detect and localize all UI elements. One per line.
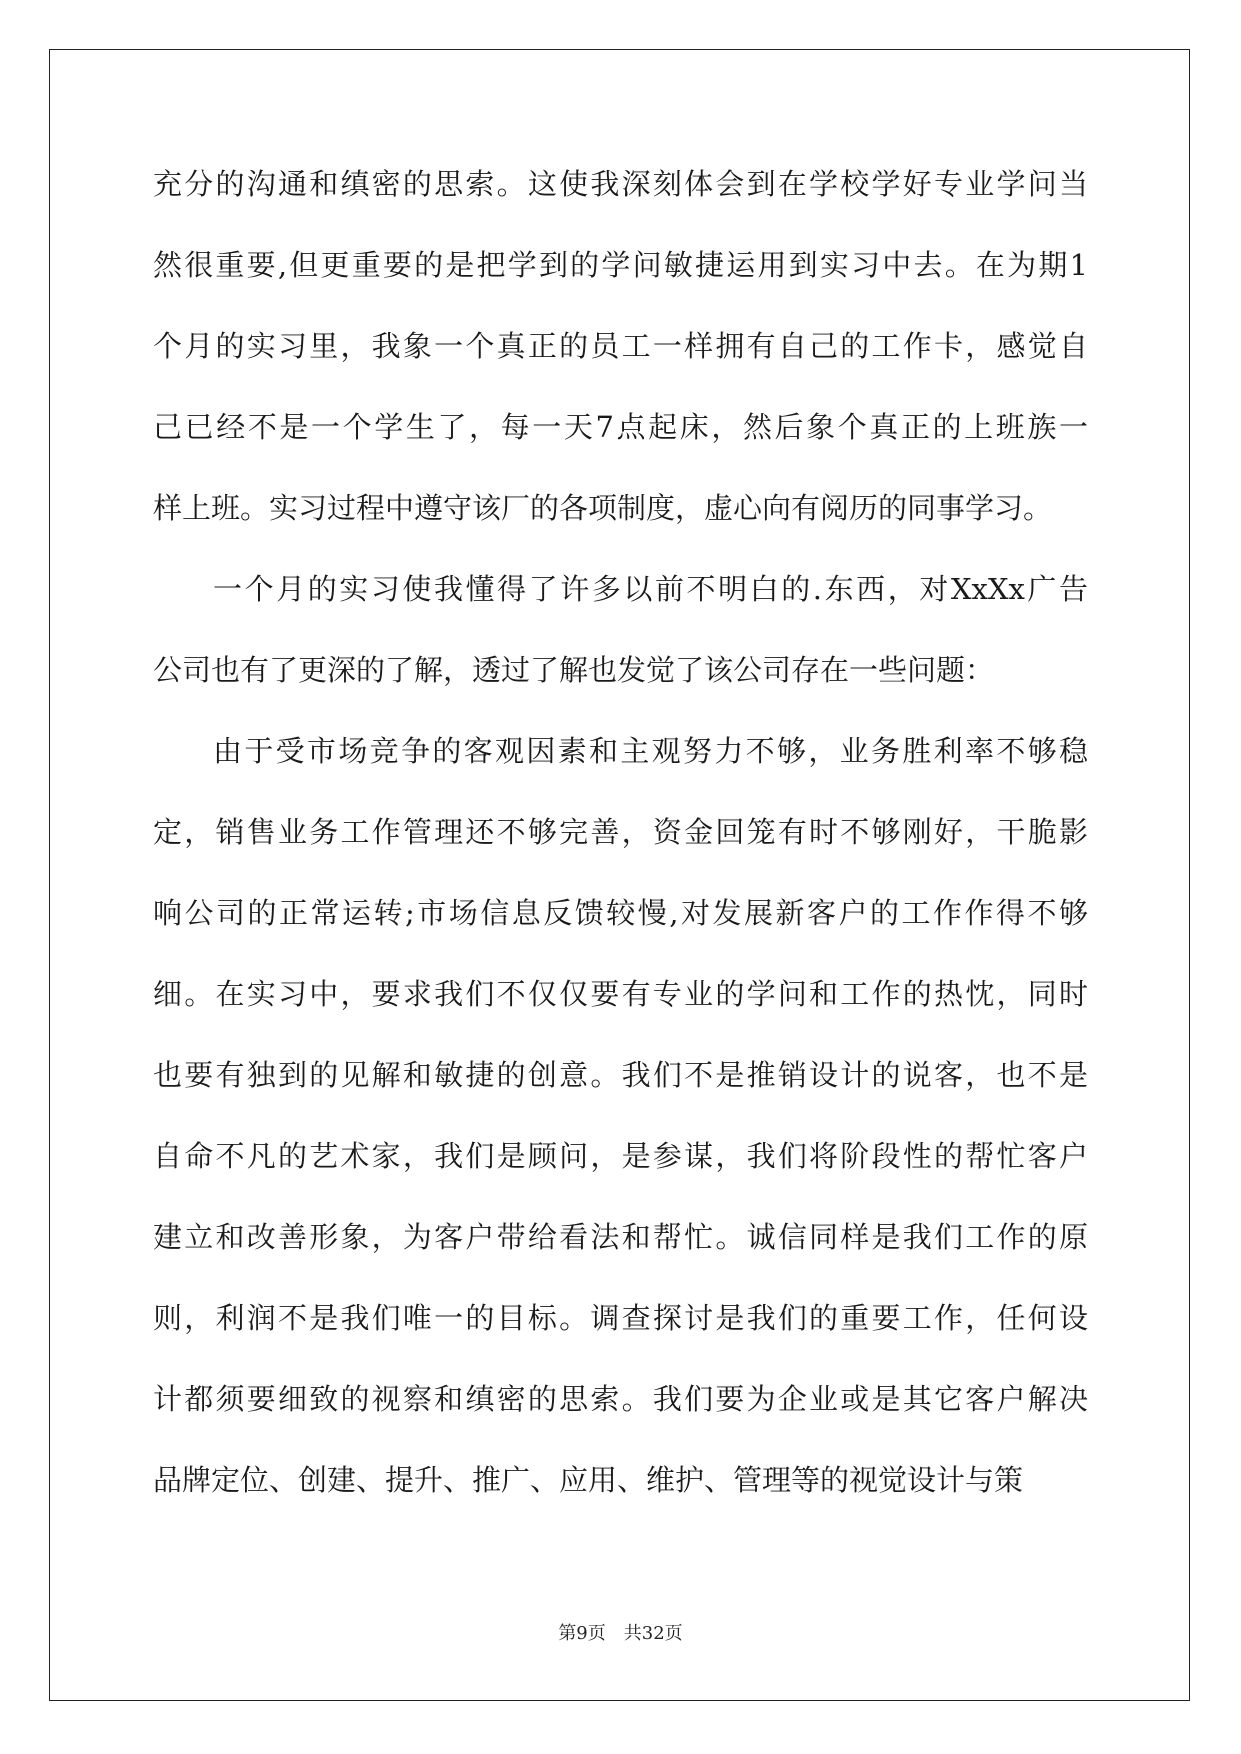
text-line: 己已经不是一个学生了，每一天7点起床，然后象个真正的上班族一 [153,410,1088,444]
document-body [153,160,1088,1537]
page-number: 第9页 [558,1623,606,1644]
page-footer [0,1622,1241,1646]
text-line: 然很重要,但更重要的是把学到的学问敏捷运用到实习中去。在为期1 [153,248,1088,282]
text-line: 自命不凡的艺术家，我们是顾问，是参谋，我们将阶段性的帮忙客户 [153,1139,1088,1173]
text-line: 由于受市场竞争的客观因素和主观努力不够，业务胜利率不够稳 [213,734,1088,768]
text-line: 计都须要细致的视察和缜密的思索。我们要为企业或是其它客户解决 [153,1382,1088,1416]
text-line: 细。在实习中，要求我们不仅仅要有专业的学问和工作的热忱，同时 [153,977,1088,1011]
text-line: 个月的实习里，我象一个真正的员工一样拥有自己的工作卡，感觉自 [153,329,1088,363]
text-line: 一个月的实习使我懂得了许多以前不明白的.东西，对XxXx广告 [213,572,1088,606]
text-line: 品牌定位、创建、提升、推广、应用、维护、管理等的视觉设计与策 [153,1463,1024,1497]
page-total: 共32页 [623,1623,683,1644]
text-line: 建立和改善形象，为客户带给看法和帮忙。诚信同样是我们工作的原 [153,1220,1088,1254]
text-line: 则，利润不是我们唯一的目标。调查探讨是我们的重要工作，任何设 [153,1301,1088,1335]
text-line: 公司也有了更深的了解，透过了解也发觉了该公司存在一些问题： [153,653,995,687]
text-line: 样上班。实习过程中遵守该厂的各项制度，虚心向有阅历的同事学习。 [153,491,1053,525]
text-line: 充分的沟通和缜密的思索。这使我深刻体会到在学校学好专业学问当 [153,167,1088,201]
text-line: 定，销售业务工作管理还不够完善，资金回笼有时不够刚好，干脆影 [153,815,1088,849]
text-line: 也要有独到的见解和敏捷的创意。我们不是推销设计的说客，也不是 [153,1058,1088,1092]
text-line: 响公司的正常运转;市场信息反馈较慢,对发展新客户的工作作得不够 [153,896,1088,930]
